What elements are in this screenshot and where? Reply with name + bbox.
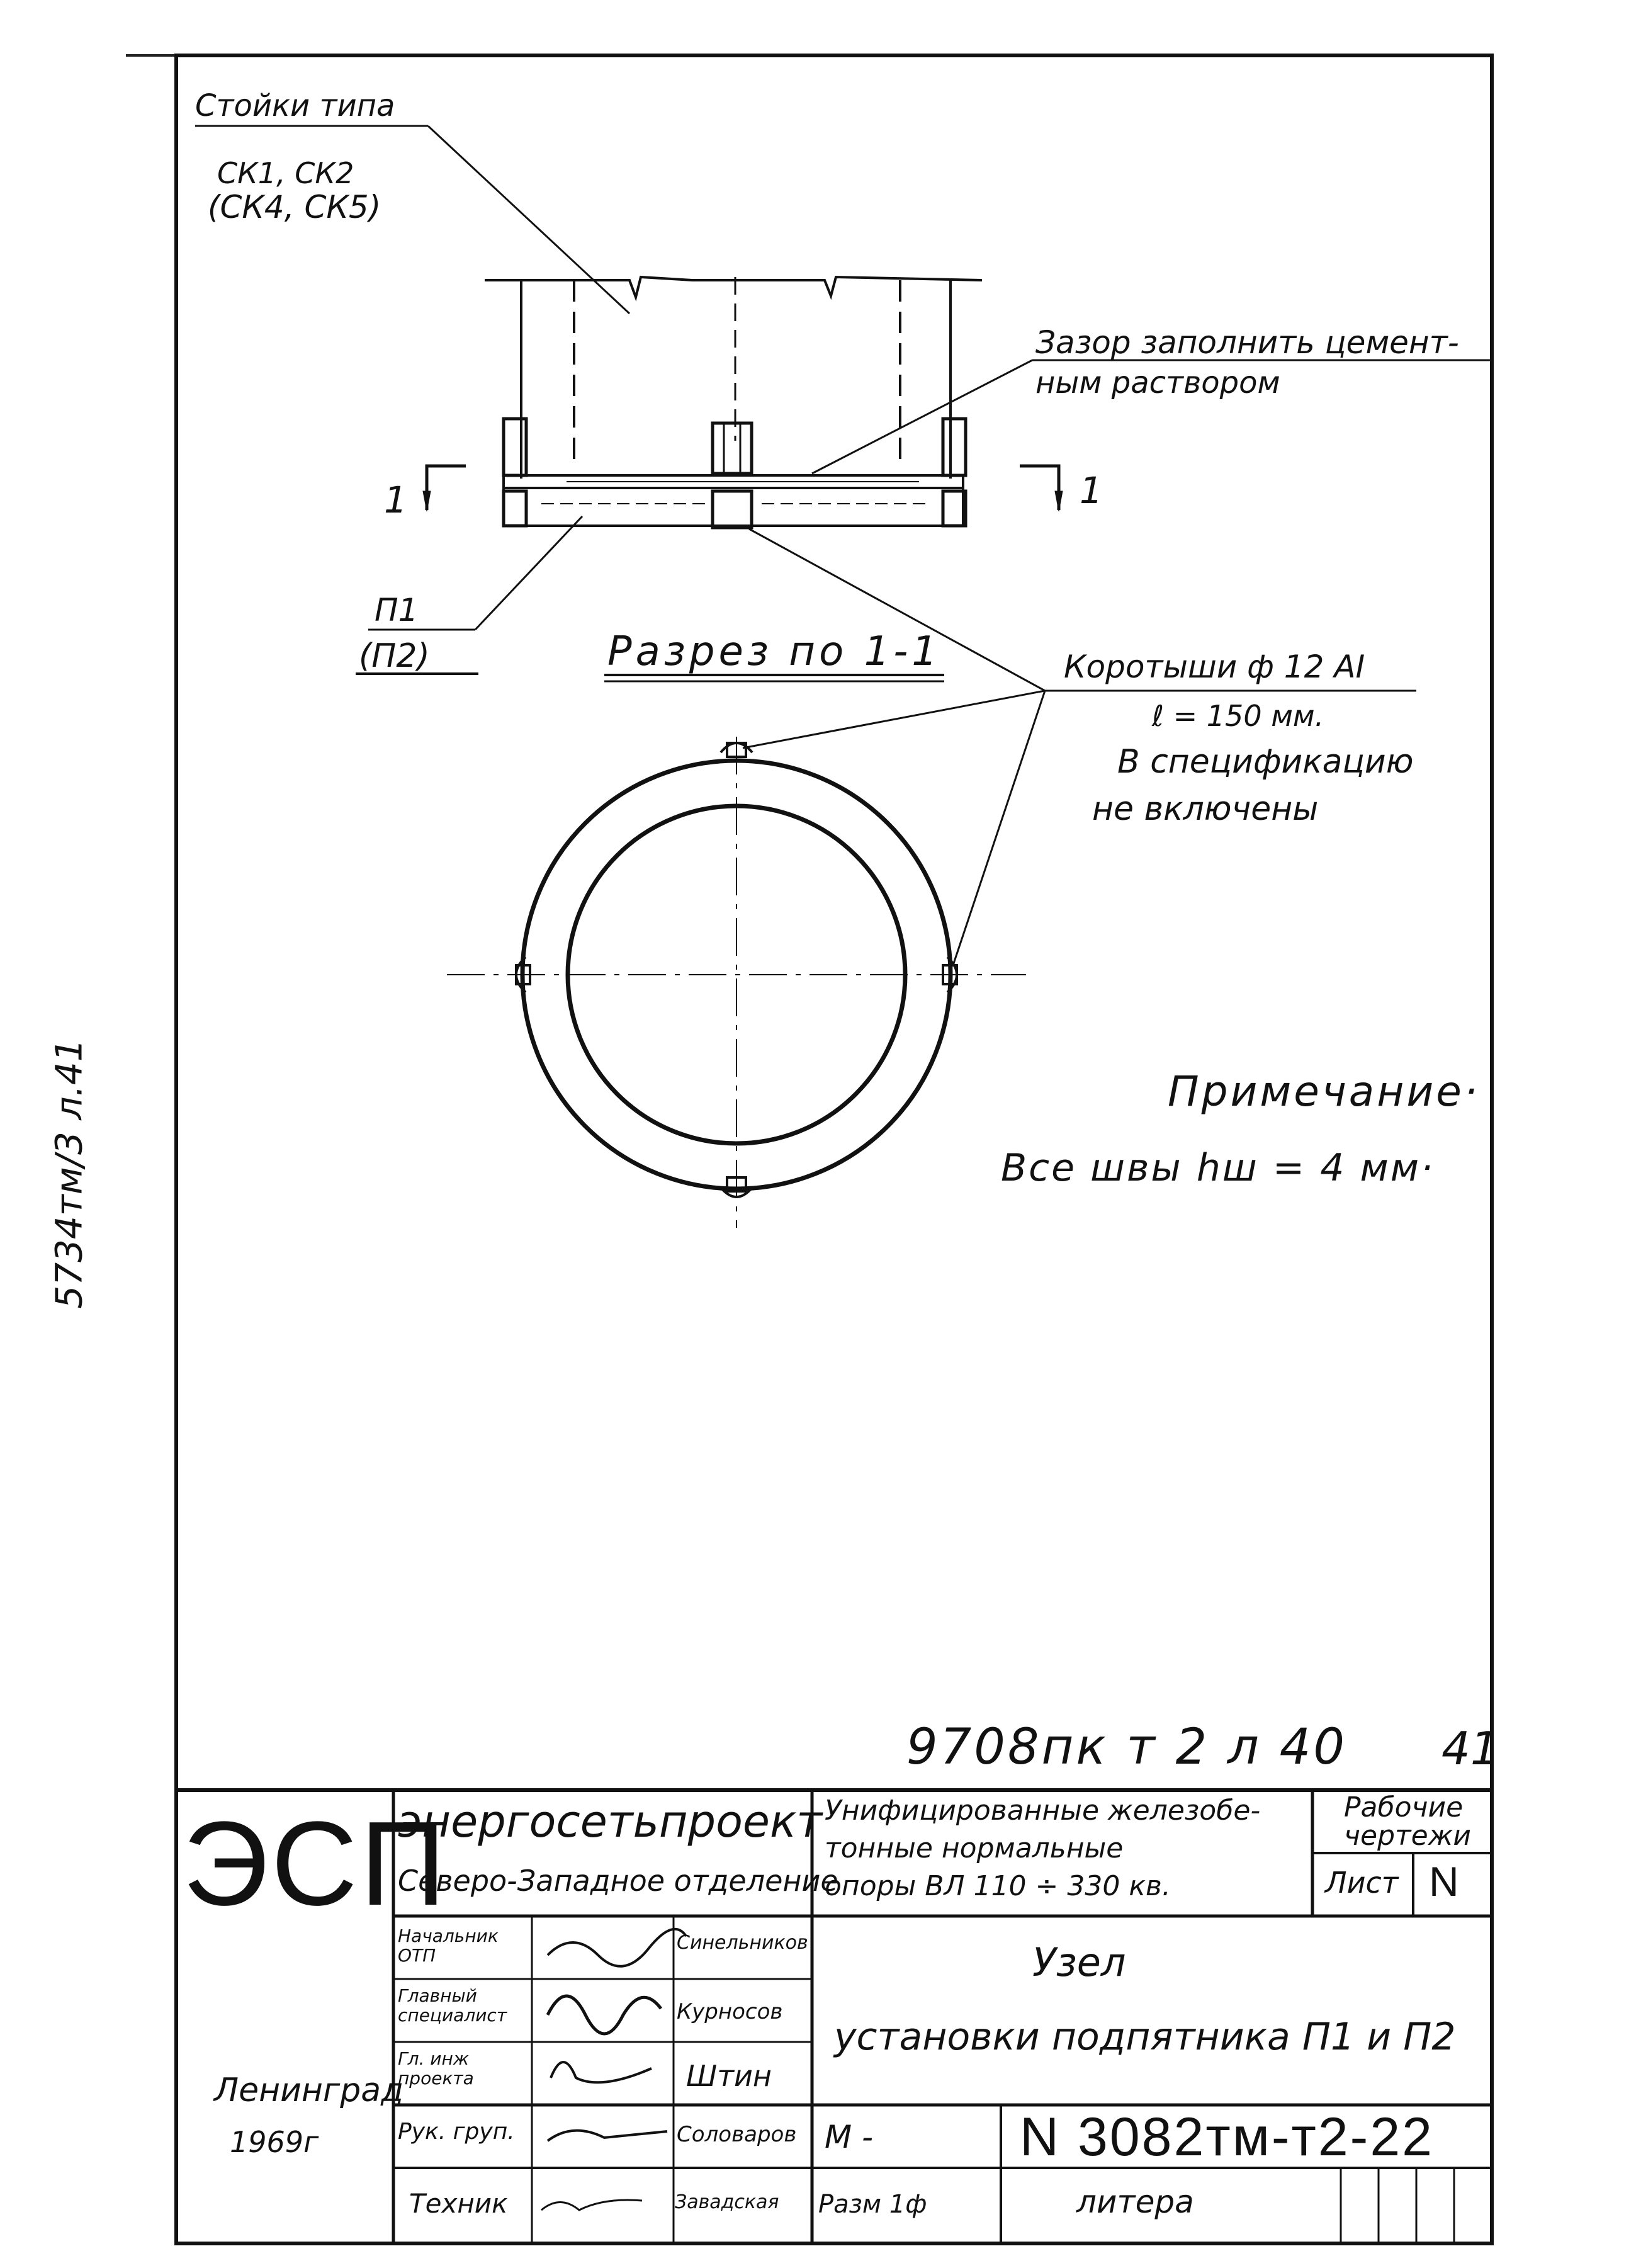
section-title: Разрез по 1-1 — [607, 628, 942, 675]
callout-gap-line2: ным раствором — [1035, 365, 1280, 400]
org-name: энергосетьпроект — [398, 1796, 823, 1847]
section-plan — [447, 737, 1026, 1228]
scale-label: М - — [825, 2119, 874, 2155]
drawing-title-line2: установки подпятника П1 и П2 — [834, 2015, 1456, 2059]
callout-plate-p2: (П2) — [359, 637, 430, 675]
callout-gap-line1: Зазор заполнить цемент- — [1035, 324, 1459, 361]
section-mark-left: 1 — [384, 479, 407, 521]
callout-stands-alt: (СК4, СК5) — [208, 189, 381, 225]
callout-bars-line1: Коротыши ф 12 АI — [1064, 649, 1365, 685]
callout-bars-line2: ℓ = 150 мм. — [1152, 699, 1324, 733]
callout-bars-line3: В спецификацию — [1117, 743, 1414, 781]
sheet-value: N — [1429, 1858, 1459, 1905]
format-label: Разм 1ф — [818, 2190, 927, 2219]
section-mark-right: 1 — [1080, 469, 1103, 512]
litera-label: литера — [1076, 2184, 1194, 2220]
staff-name-4: Соловаров — [677, 2122, 797, 2147]
drawing-number: N 3082тм-т2-22 — [1020, 2107, 1434, 2167]
callout-stands-title: Стойки типа — [195, 88, 395, 123]
note-text: Все швы hш = 4 мм· — [1001, 1146, 1435, 1190]
project-line1: Унифицированные железобе- — [825, 1795, 1261, 1827]
callout-stands-types: СК1, СК2 — [217, 156, 354, 190]
staff-role-5: Техник — [409, 2188, 508, 2219]
note-title: Примечание· — [1168, 1067, 1480, 1116]
callout-bars-line4: не включены — [1092, 790, 1319, 828]
staff-role-3: Гл. инж проекта — [398, 2048, 474, 2089]
sheet-label: Лист — [1325, 1866, 1399, 1900]
side-stamp: 5734тм/3 л.41 — [47, 1038, 91, 1309]
staff-name-5: Завадская — [675, 2191, 779, 2213]
staff-role-1: Начальник ОТП — [398, 1925, 499, 1966]
project-line2: тонные нормальные — [825, 1832, 1124, 1864]
city: Ленинград — [214, 2072, 404, 2109]
year: 1969г — [230, 2125, 319, 2159]
archive-number: 9708пк т 2 л 40 — [906, 1719, 1347, 1776]
staff-name-3: Штин — [686, 2059, 772, 2093]
project-line3: опоры ВЛ 110 ÷ 330 кв. — [825, 1870, 1171, 1902]
stage-line2: чертежи — [1344, 1820, 1471, 1852]
elevation-view — [423, 277, 1063, 528]
org-branch: Северо-Западное отделение — [398, 1864, 838, 1898]
staff-name-1: Синельников — [677, 1932, 808, 1954]
drawing-title-line1: Узел — [1032, 1939, 1126, 1985]
callout-plate-p1: П1 — [375, 592, 419, 628]
staff-name-2: Курносов — [677, 1999, 783, 2024]
logo: ЭСП — [183, 1797, 449, 1931]
stage-line1: Рабочие — [1344, 1791, 1464, 1823]
leader-lines — [195, 126, 1492, 963]
archive-sheet: 41 — [1441, 1722, 1499, 1775]
staff-role-4: Рук. груп. — [398, 2119, 515, 2145]
staff-role-2: Главный специалист — [398, 1985, 507, 2026]
